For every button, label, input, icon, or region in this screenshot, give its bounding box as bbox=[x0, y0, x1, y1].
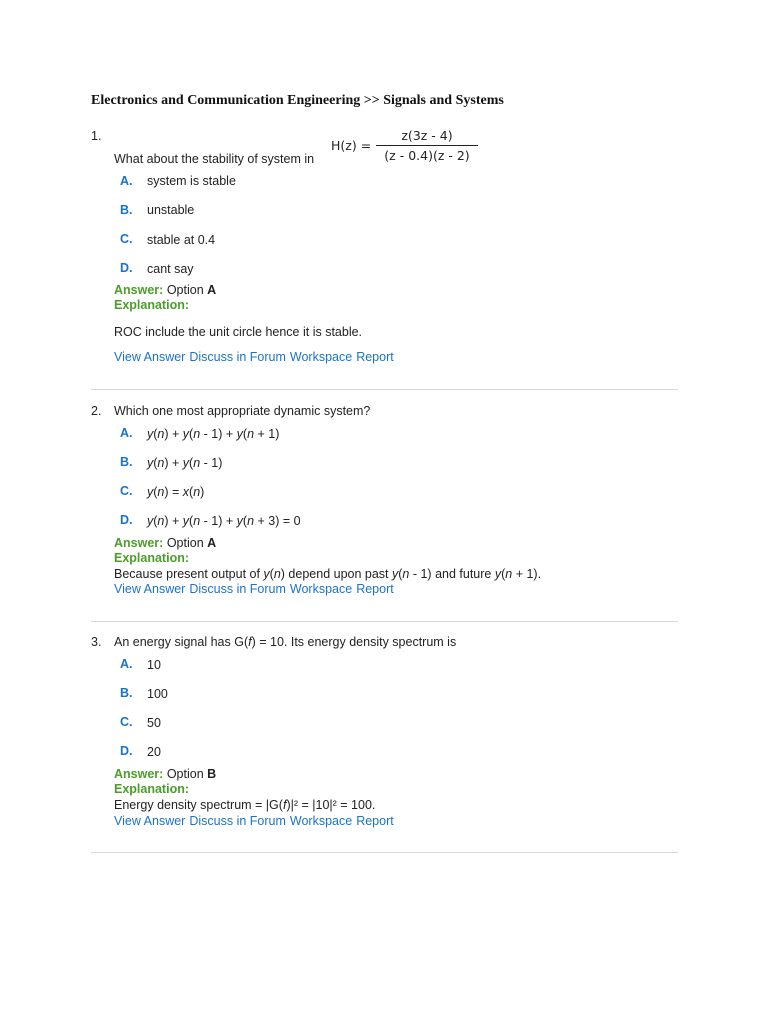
q3-explanation-text: Energy density spectrum = |G(f)|² = |10|² = 100. bbox=[114, 798, 376, 812]
view-answer-link[interactable]: View Answer bbox=[114, 582, 186, 596]
answer-label: Answer: bbox=[114, 767, 164, 781]
q3-option-b-letter[interactable]: B. bbox=[120, 686, 133, 700]
q1-option-d-letter[interactable]: D. bbox=[120, 261, 133, 275]
option-word: Option bbox=[166, 536, 204, 550]
q2-explanation-text: Because present output of y(n) depend upon past y(n - 1) and future y(n + 1). bbox=[114, 567, 542, 581]
question-3-number: 3. bbox=[91, 635, 102, 649]
q1-option-a-text: system is stable bbox=[147, 174, 236, 188]
page-heading: Electronics and Communication Engineering >> Signals and Systems bbox=[91, 93, 504, 108]
q2-option-a-letter[interactable]: A. bbox=[120, 426, 133, 440]
transfer-function-formula bbox=[331, 128, 481, 168]
report-link[interactable]: Report bbox=[356, 814, 394, 828]
option-word: Option bbox=[166, 283, 204, 297]
fraction-bar bbox=[376, 145, 478, 146]
q2-option-d-letter[interactable]: D. bbox=[120, 513, 133, 527]
q3-option-d-letter[interactable]: D. bbox=[120, 744, 133, 758]
workspace-link[interactable]: Workspace bbox=[289, 814, 353, 828]
answer-letter: A bbox=[207, 536, 217, 550]
q2-option-c-letter[interactable]: C. bbox=[120, 484, 133, 498]
answer-label: Answer: bbox=[114, 283, 164, 297]
question-2-number: 2. bbox=[91, 404, 102, 418]
answer-letter: B bbox=[207, 767, 217, 781]
divider bbox=[91, 852, 678, 853]
workspace-link[interactable]: Workspace bbox=[289, 582, 353, 596]
q3-option-c-text: 50 bbox=[147, 716, 161, 730]
q2-option-a-text: y(n) + y(n - 1) + y(n + 1) bbox=[147, 427, 280, 441]
q3-answer bbox=[114, 767, 216, 782]
q1-answer bbox=[114, 283, 216, 298]
q3-explanation-label: Explanation: bbox=[114, 782, 190, 796]
q3-links bbox=[114, 814, 398, 829]
q3-option-b-text: 100 bbox=[147, 687, 168, 701]
q3-option-c-letter[interactable]: C. bbox=[120, 715, 133, 729]
q2-answer bbox=[114, 536, 216, 551]
q1-option-c-text: stable at 0.4 bbox=[147, 233, 216, 247]
question-3-text: An energy signal has G(f) = 10. Its energy density spectrum is bbox=[114, 635, 457, 649]
report-link[interactable]: Report bbox=[356, 350, 394, 364]
question-2-text: Which one most appropriate dynamic system? bbox=[114, 404, 371, 418]
q3-option-a-letter[interactable]: A. bbox=[120, 657, 133, 671]
report-link[interactable]: Report bbox=[356, 582, 394, 596]
q2-option-c-text: y(n) = x(n) bbox=[147, 485, 205, 499]
q1-option-b-letter[interactable]: B. bbox=[120, 203, 133, 217]
q1-explanation-label: Explanation: bbox=[114, 298, 190, 312]
formula-numerator: z(3z - 4) bbox=[401, 128, 453, 143]
q2-explanation-label: Explanation: bbox=[114, 551, 190, 565]
formula-lhs: H(z) = bbox=[331, 138, 372, 153]
workspace-link[interactable]: Workspace bbox=[289, 350, 353, 364]
q1-option-a-letter[interactable]: A. bbox=[120, 174, 133, 188]
q1-option-c-letter[interactable]: C. bbox=[120, 232, 133, 246]
q2-option-b-letter[interactable]: B. bbox=[120, 455, 133, 469]
q2-links bbox=[114, 582, 398, 597]
discuss-in-forum-link[interactable]: Discuss in Forum bbox=[189, 582, 286, 596]
question-1-number: 1. bbox=[91, 129, 102, 143]
divider bbox=[91, 389, 678, 390]
answer-letter: A bbox=[207, 283, 217, 297]
option-word: Option bbox=[166, 767, 204, 781]
q1-links bbox=[114, 350, 398, 365]
view-answer-link[interactable]: View Answer bbox=[114, 350, 186, 364]
q2-option-b-text: y(n) + y(n - 1) bbox=[147, 456, 223, 470]
answer-label: Answer: bbox=[114, 536, 164, 550]
discuss-in-forum-link[interactable]: Discuss in Forum bbox=[189, 350, 286, 364]
discuss-in-forum-link[interactable]: Discuss in Forum bbox=[189, 814, 286, 828]
formula-denominator: (z - 0.4)(z - 2) bbox=[384, 148, 470, 163]
q2-option-d-text: y(n) + y(n - 1) + y(n + 3) = 0 bbox=[147, 514, 301, 528]
view-answer-link[interactable]: View Answer bbox=[114, 814, 186, 828]
q3-option-d-text: 20 bbox=[147, 745, 161, 759]
question-1-text: What about the stability of system in bbox=[114, 152, 315, 166]
divider bbox=[91, 621, 678, 622]
q3-option-a-text: 10 bbox=[147, 658, 161, 672]
q1-explanation-text: ROC include the unit circle hence it is stable. bbox=[114, 325, 363, 339]
q1-option-b-text: unstable bbox=[147, 203, 195, 217]
q1-option-d-text: cant say bbox=[147, 262, 194, 276]
